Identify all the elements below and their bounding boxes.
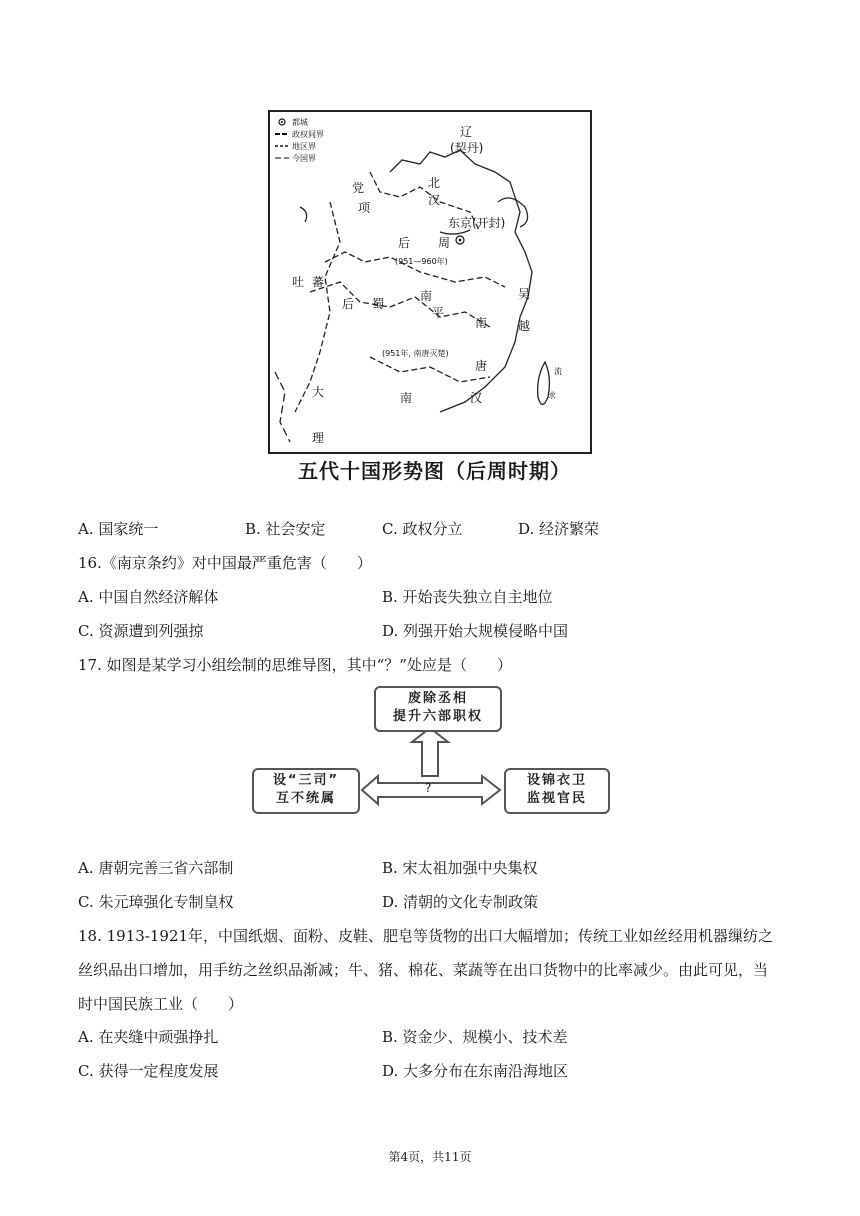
label-liuqiu-1: 流: [554, 367, 562, 376]
label-dongjing: 东京(开封): [448, 216, 506, 230]
map-figure: [268, 110, 592, 454]
label-zhou: 周: [438, 236, 451, 250]
q15-option-a: A. 国家统一: [78, 520, 159, 538]
box-top-line-1: 废除丞相: [407, 691, 468, 706]
box-right-line-2: 监视官民: [526, 791, 587, 806]
label-xiang: 项: [358, 201, 371, 215]
label-dang: 党: [352, 181, 365, 195]
q16-option-b: B. 开始丧失独立自主地位: [382, 588, 553, 606]
label-dali-1: 大: [312, 385, 325, 399]
label-nanping-1: 南: [420, 289, 433, 303]
q18-option-a: A. 在夹缝中顽强挣扎: [78, 1028, 219, 1046]
label-chu-note: (951年, 南唐灭楚): [382, 349, 449, 358]
legend-capital: 都城: [292, 118, 308, 127]
label-hou-shu-1: 后: [342, 297, 355, 311]
label-tang: 唐: [475, 359, 488, 373]
label-ping: 平: [432, 306, 445, 320]
label-tubo-2: 蕃: [312, 275, 325, 289]
label-liuqiu-2: 求: [548, 391, 556, 400]
page-footer: 第4页，共11页: [388, 1150, 472, 1164]
q15-option-b: B. 社会安定: [245, 520, 326, 538]
box-abolish-chancellor: [374, 686, 502, 732]
q17-option-a: A. 唐朝完善三省六部制: [78, 859, 234, 877]
label-yue: 越: [518, 319, 531, 333]
label-han-north: 汉: [428, 193, 441, 207]
q16-stem: 16.《南京条约》对中国最严重危害（ ）: [78, 554, 372, 572]
legend-modern-border: 今国界: [292, 154, 316, 163]
box-jinyiwei: [504, 768, 610, 814]
box-right-line-1: 设锦衣卫: [526, 773, 587, 788]
box-three-si: [252, 768, 360, 814]
q18-stem: 18. 1913-1921年，中国纸烟、面粉、皮鞋、肥皂等货物的出口大幅增加；传统工业如丝经用机器缫纺之丝织品出口增加，用手纺之丝织品渐减；牛、猪、棉花、菜蔬等在出口货物中的比率减少。由此可见，当时中国民族工业（ ）: [78, 927, 774, 1013]
five-dynasties-map: [270, 112, 590, 452]
question-mark-label: ?: [425, 781, 432, 795]
q15-option-c: C. 政权分立: [382, 520, 463, 538]
q18-option-d: D. 大多分布在东南沿海地区: [382, 1062, 569, 1080]
legend-regime-border: 政权间界: [292, 130, 324, 139]
legend-region-border: 地区界: [292, 142, 316, 151]
label-nantang-1: 南: [475, 316, 488, 330]
map-legend: [275, 117, 324, 163]
box-left-line-2: 互不统属: [275, 791, 336, 806]
label-han-south: 汉: [470, 391, 483, 405]
q17-stem: 17. 如图是某学习小组绘制的思维导图，其中“？”处应是（ ）: [78, 656, 512, 674]
q17-option-c: C. 朱元璋强化专制皇权: [78, 893, 234, 911]
map-caption: 五代十国形势图（后周时期）: [298, 459, 571, 483]
label-tubo-1: 吐: [292, 275, 305, 289]
q16-option-a: A. 中国自然经济解体: [78, 588, 219, 606]
q18-option-b: B. 资金少、规模小、技术差: [382, 1028, 568, 1046]
label-nanhan-1: 南: [400, 391, 413, 405]
label-years: (951—960年): [395, 257, 448, 266]
label-shu: 蜀: [372, 297, 385, 311]
label-bei: 北: [428, 176, 441, 190]
label-hou-zhou-1: 后: [398, 236, 411, 250]
label-liao: 辽: [460, 125, 473, 139]
label-wu: 吴: [518, 287, 531, 301]
mind-map-diagram: [250, 684, 612, 832]
q18-option-c: C. 获得一定程度发展: [78, 1062, 219, 1080]
q17-option-d: D. 清朝的文化专制政策: [382, 893, 539, 911]
label-li: 理: [312, 431, 325, 445]
box-top-line-2: 提升六部职权: [392, 709, 483, 724]
q17-option-b: B. 宋太祖加强中央集权: [382, 859, 538, 877]
q16-option-d: D. 列强开始大规模侵略中国: [382, 622, 569, 640]
q15-option-d: D. 经济繁荣: [518, 520, 600, 538]
label-qidan: (契丹): [450, 141, 484, 155]
q16-option-c: C. 资源遭到列强掠: [78, 622, 204, 640]
box-left-line-1: 设“三司”: [272, 773, 340, 788]
